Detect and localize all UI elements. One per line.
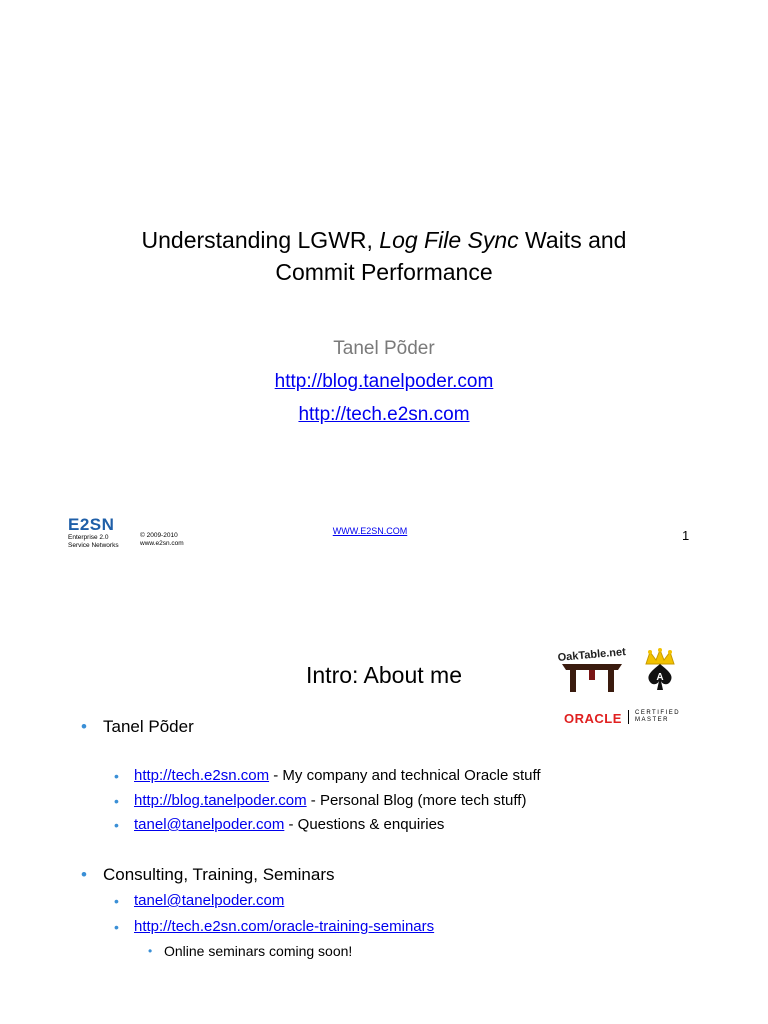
- e2sn-brand: E2SN: [68, 515, 115, 534]
- certified-master-text: [628, 710, 680, 724]
- brand-line-2: Service Networks: [68, 542, 119, 549]
- email-desc: - Questions & enquiries: [284, 816, 445, 833]
- blog-link[interactable]: http://blog.tanelpoder.com: [274, 371, 494, 392]
- footer-www-link[interactable]: WWW.E2SN.COM: [332, 526, 408, 536]
- oracle-ace-icon: [640, 648, 680, 692]
- intro-title: Intro: About me: [306, 662, 462, 688]
- company-desc: - My company and technical Oracle stuff: [269, 767, 541, 784]
- certified-line-2: MASTER: [635, 717, 670, 723]
- bullet-online-seminars: • Online seminars coming soon!: [164, 942, 352, 960]
- bullet-company: [134, 766, 541, 786]
- author-name: Tanel Põder: [333, 338, 435, 359]
- slide-title: [0, 224, 768, 288]
- title-prefix: Understanding LGWR,: [141, 227, 380, 253]
- oaktable-logo-icon: [556, 646, 628, 694]
- oaktable-text: OakTable.net: [557, 646, 627, 664]
- title-line-2: Commit Performance: [275, 259, 493, 285]
- bullet-email: [134, 815, 444, 835]
- oracle-certified-logo: [564, 710, 681, 728]
- company-link[interactable]: http://tech.e2sn.com: [134, 767, 270, 784]
- bullet-consulting: • Consulting, Training, Seminars: [103, 864, 335, 886]
- tech-site-link[interactable]: http://tech.e2sn.com: [298, 404, 470, 425]
- ace-letter: A: [656, 672, 664, 683]
- site-small-text: www.e2sn.com: [140, 540, 184, 547]
- copyright-text: © 2009-2010: [140, 532, 178, 539]
- bullet-seminars: [134, 917, 434, 937]
- bullet-contact-email: [134, 891, 284, 911]
- blog-link-2[interactable]: http://blog.tanelpoder.com: [134, 792, 307, 809]
- certified-line-1: CERTIFIED: [635, 710, 681, 716]
- oracle-wordmark: ORACLE: [564, 711, 622, 726]
- blog-desc: - Personal Blog (more tech stuff): [306, 792, 527, 809]
- email-link[interactable]: tanel@tanelpoder.com: [134, 816, 285, 833]
- seminars-link[interactable]: http://tech.e2sn.com/oracle-training-seminars: [134, 918, 435, 935]
- contact-email-link[interactable]: tanel@tanelpoder.com: [134, 892, 285, 909]
- brand-line-1: Enterprise 2.0: [68, 534, 109, 541]
- bullet-blog: [134, 791, 526, 811]
- page-number: 1: [682, 528, 690, 543]
- bullet-name: • Tanel Põder: [103, 716, 194, 738]
- title-suffix: Waits and: [518, 227, 627, 253]
- title-italic: Log File Sync: [379, 227, 519, 253]
